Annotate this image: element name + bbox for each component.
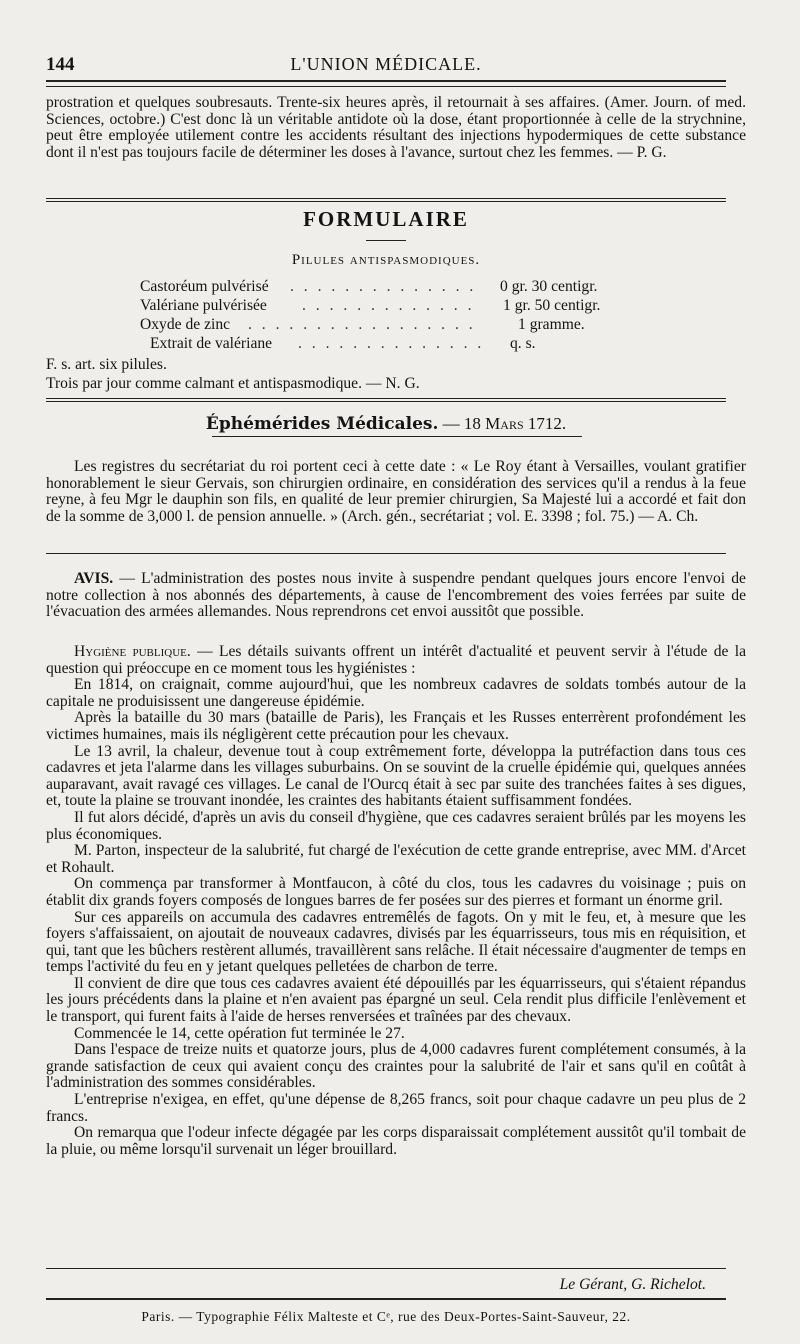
hygiene-section	[46, 644, 746, 1158]
leader-dots: . . . . . . . . . . . . . .	[290, 278, 477, 295]
ephemerides-block	[46, 459, 746, 525]
closing-rule	[46, 1268, 726, 1269]
formulaire-title: FORMULAIRE	[303, 207, 469, 231]
hygiene-paragraph: Le 13 avril, la chaleur, devenue tout à coup extrêmement forte, développa la putréfaction dans tous ces cadavres et jeta l'alarme dans les villages suburbains. On se souvint de la cruelle épidémie qui, quelques années auparavant, avait ravagé ces villages. Le canal de l'Ourcq était à sec par suite des tranchées faites à ses digues, et, toute la plaine se trouvant inondée, les craintes des habitants étaient suffisamment fondées.	[46, 742, 746, 810]
ingredient-name: Extrait de valériane	[150, 335, 273, 352]
leader-dots: . . . . . . . . . . . . . . . . .	[248, 316, 476, 333]
hygiene-paragraph: L'entreprise n'exigea, en effet, qu'une dépense de 8,265 francs, soit pour chaque cadavre un peu plus de 2 francs.	[46, 1091, 746, 1125]
intro-paragraph-block	[46, 95, 746, 161]
page-header	[46, 54, 726, 76]
ingredient-row	[150, 335, 800, 353]
header-rule	[46, 80, 726, 82]
hygiene-label: Hygiène publique.	[74, 643, 191, 660]
running-title: L'UNION MÉDICALE.	[290, 54, 482, 74]
hygiene-paragraph: Sur ces appareils on accumula des cadavres entremêlés de fagots. On y mit le feu, et, à mesure que les foyers s'affaissaient, on ajoutait de nouveaux cadavres, divisés par les équarrisseurs, tous mis en réquisition, et qui, tant que les bûchers restèrent allumés, travaillèrent sans relâche. Il était nécessaire d'augmenter de temps en temps l'activité du feu en y jetant quelques pelletées de charbon de terre.	[46, 908, 746, 976]
hygiene-paragraph: Dans l'espace de treize nuits et quatorze jours, plus de 4,000 cadavres furent complétement consumés, à la grande satisfaction de ceux qui avaient conçu des craintes pour la salubrité de l'air et sans qu'il en coûtât à l'administration des sommes considérables.	[46, 1041, 746, 1092]
hygiene-paragraph: En 1814, on craignait, comme aujourd'hui, que les nombreux cadavres de soldats tombés autour de la capitale ne produisissent une dangereuse épidémie.	[46, 676, 746, 710]
ingredient-qty: 0 gr. 30 centigr.	[500, 278, 598, 295]
hygiene-text: — Les détails suivants offrent un intérêt d'actualité et peuvent servir à l'étude de la question qui préoccupe en ce moment tous les hygiénistes :	[46, 643, 746, 677]
formulaire-instructions	[46, 357, 746, 392]
ephemerides-heading	[46, 414, 726, 434]
ephemerides-paragraph: Les registres du secrétariat du roi portent ceci à cette date : « Le Roy étant à Versailles, voulant gratifier honorablement le sieur Gervais, son chirurgien ordinaire, en considération des services qu'il a rendus à la feue reyne, à feu Mgr le dauphin son fils, en qualité de leur premier chirurgien, Sa Majesté lui a accordé et fait don de la somme de 3,000 l. de pension annuelle. » (Arch. gén., secrétariat ; vol. E. 3398 ; fol. 75.) — A. Ch.	[46, 458, 746, 525]
ephemerides-underline	[212, 436, 582, 437]
ingredient-row	[140, 297, 800, 315]
page-number: 144	[46, 54, 75, 75]
avis-label: AVIS.	[74, 570, 114, 587]
ephemerides-title: Éphémérides Médicales.	[205, 414, 439, 434]
instruction-line: F. s. art. six pilules.	[46, 356, 167, 373]
avis-text: — L'administration des postes nous invite à suspendre pendant quelques jours encore l'envoi de notre collection à nos abonnés des départements, à cause de l'encombrement des voies ferrées par suite de l'évacuation des armées allemandes. Nous reprendrons cet envoi aussitôt que possible.	[46, 570, 746, 621]
intro-paragraph: prostration et quelques soubresauts. Trente-six heures après, il retournait à ses affaires. (Amer. Journ. of med. Sciences, octobre.) C'est donc là un véritable antidote où la dose, étant proportionnée à celle de la strychnine, peut être employée utilement contre les accidents résultant des injections hypodermiques de cette substance dont il n'est pas toujours facile de déterminer les doses à l'avance, surtout chez les femmes. — P. G.	[46, 94, 746, 161]
leader-dots: . . . . . . . . . . . . .	[302, 297, 475, 314]
header-rule-thin	[46, 86, 726, 87]
ephemerides-bottom-rule	[46, 553, 726, 554]
signature: Le Gérant, G. Richelot.	[559, 1276, 706, 1293]
leader-dots: . . . . . . . . . . . . . .	[298, 335, 485, 352]
ingredient-row	[140, 316, 800, 334]
ingredient-name: Castoréum pulvérisé	[140, 278, 269, 295]
ephemerides-date: — 18 Mars 1712.	[442, 414, 567, 433]
formulaire-top-rule	[46, 198, 726, 202]
ingredient-row	[140, 278, 800, 296]
hygiene-paragraph: M. Parton, inspecteur de la salubrité, fut chargé de l'exécution de cette grande entreprise, avec MM. d'Arcet et Rohault.	[46, 842, 746, 876]
hygiene-paragraph: On commença par transformer à Montfaucon, à côté du clos, tous les cadavres du voisinage ; puis on établit dix grands foyers composés de longues barres de fer posées sur des pierres et formant un énorme gril.	[46, 875, 746, 909]
footer-rule	[46, 1298, 726, 1300]
hygiene-paragraph: Commencée le 14, cette opération fut terminée le 27.	[74, 1024, 405, 1042]
hygiene-paragraph: Après la bataille du 30 mars (bataille de Paris), les Français et les Russes enterrèrent profondément les victimes humaines, mais ils négligèrent cette précaution pour les chevaux.	[46, 709, 746, 743]
hygiene-paragraph: On remarqua que l'odeur infecte dégagée par les corps disparaissait complétement aussitôt qu'il tombait de la pluie, ou même lorsqu'il survenait un léger brouillard.	[46, 1124, 746, 1158]
ingredient-qty: 1 gr. 50 centigr.	[503, 297, 601, 314]
hygiene-paragraph	[46, 644, 746, 677]
avis-paragraph	[46, 571, 746, 621]
ingredient-name: Oxyde de zinc	[140, 316, 231, 333]
ephemerides-top-rule	[46, 398, 726, 402]
ingredient-qty: 1 gramme.	[518, 316, 585, 333]
ingredient-qty: q. s.	[510, 335, 536, 352]
instruction-line: Trois par jour comme calmant et antispasmodique. — N. G.	[46, 374, 420, 392]
formulaire-subtitle: Pilules antispasmodiques.	[291, 252, 481, 268]
hygiene-paragraph: Il fut alors décidé, d'après un avis du conseil d'hygiène, que ces cadavres seraient brûlés par les moyens les plus économiques.	[46, 808, 746, 843]
hygiene-paragraph: Il convient de dire que tous ces cadavres avaient été dépouillés par les équarrisseurs, qui s'étaient répandus les jours précédents dans la plaine et n'en avaient pas épargné un seul. Cela rendit plus difficile l'enlèvement et le transport, qui furent faits à l'aide de herses renversées et traînées par des chevaux.	[46, 974, 746, 1026]
formulaire-title-underline	[366, 240, 406, 241]
ingredient-name: Valériane pulvérisée	[140, 297, 267, 314]
printer-imprint: Paris. — Typographie Félix Malteste et Cᵉ, rue des Deux-Portes-Saint-Sauveur, 22.	[141, 1309, 631, 1324]
avis-block	[46, 571, 746, 621]
